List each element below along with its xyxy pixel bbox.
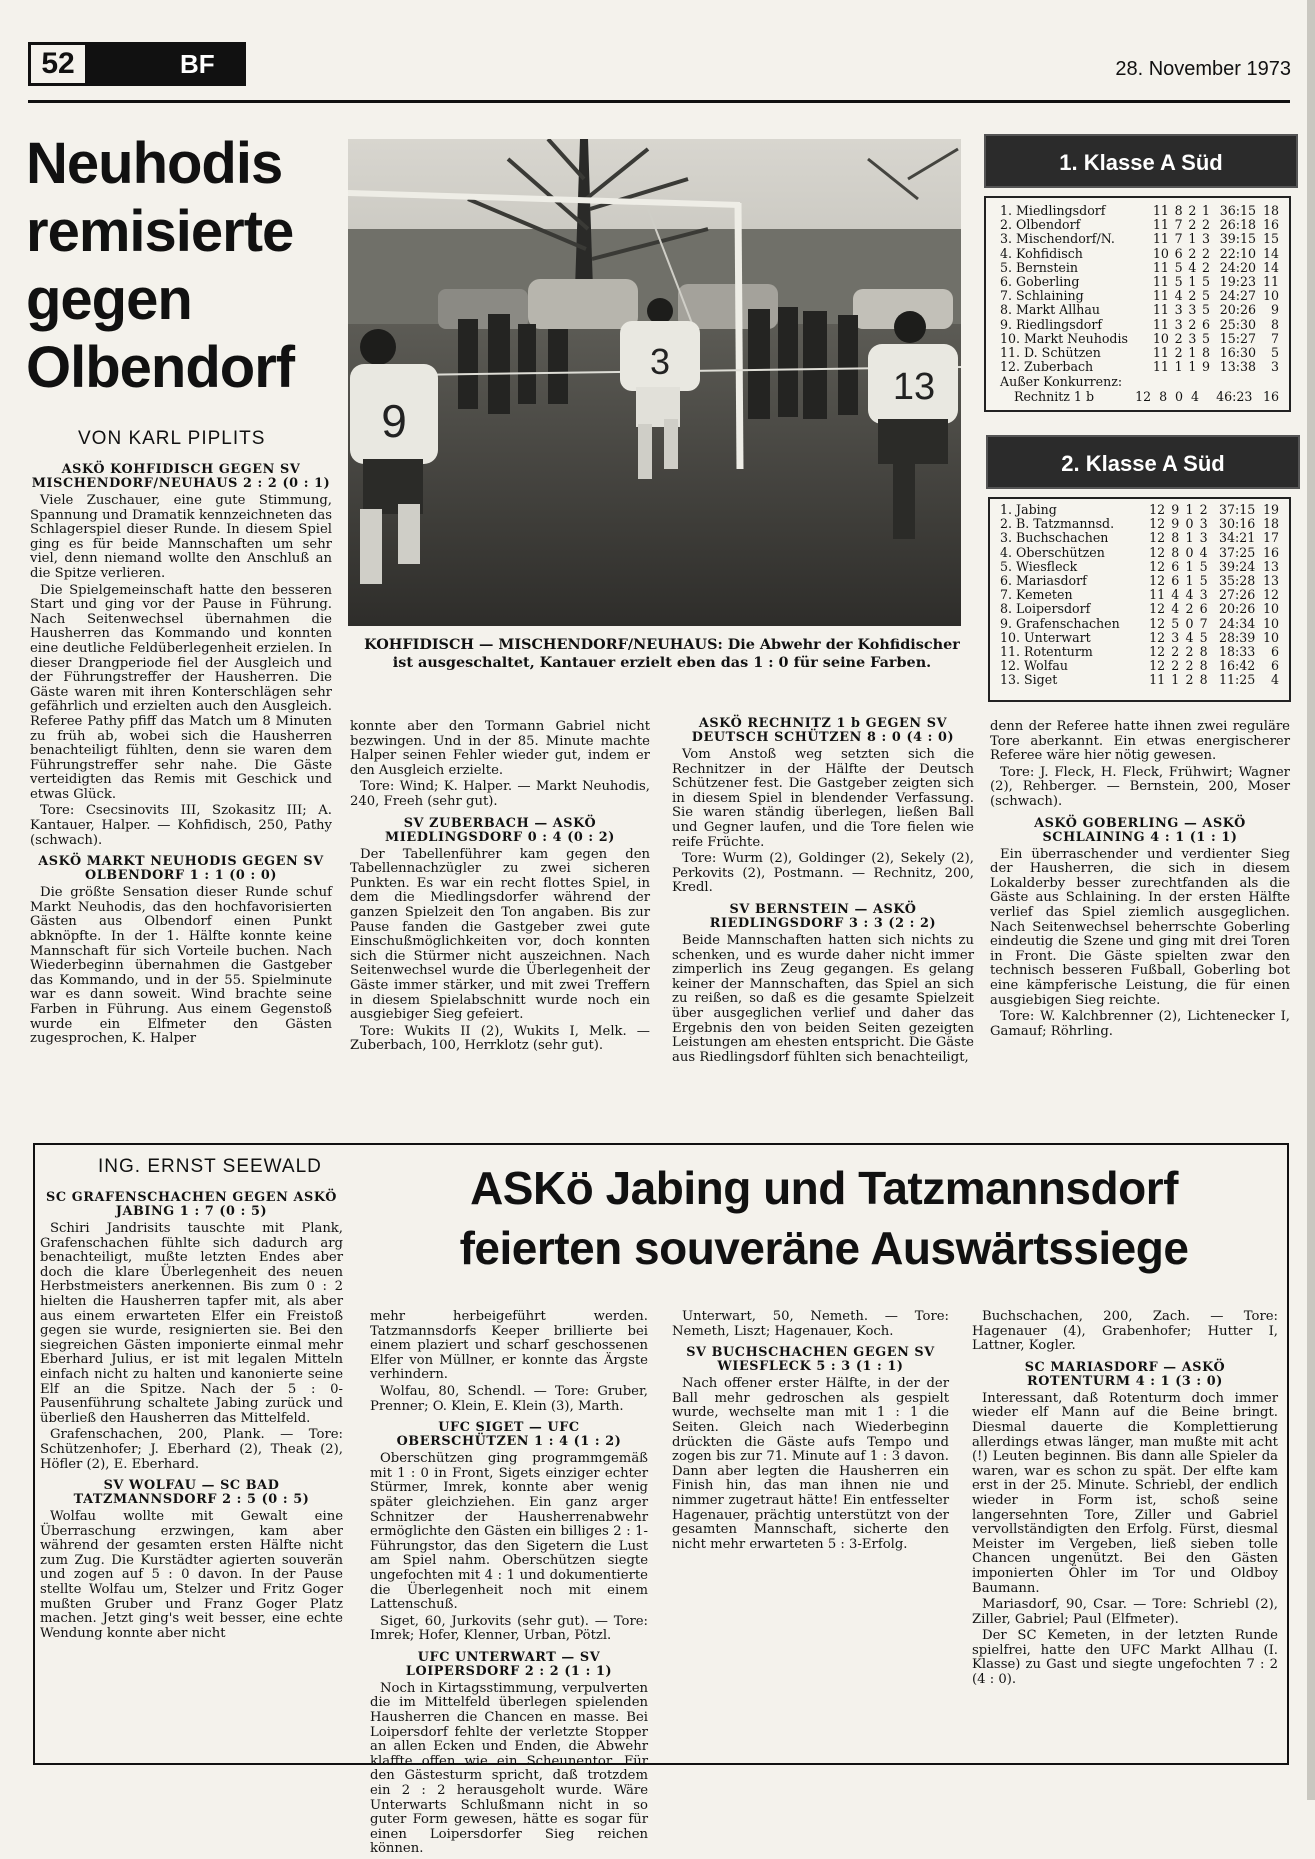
table-row: [1000, 560, 1279, 574]
team-name: 3. Buchschachen: [1000, 530, 1109, 546]
team-name: 4. Oberschützen: [1000, 544, 1105, 560]
stat-cell: 39:24: [1218, 558, 1256, 574]
scorers: Tore: Wind; K. Halper. — Markt Neuhodis, 240, Freeh (sehr gut).: [350, 779, 650, 809]
stat-cell: 22:10: [1219, 245, 1257, 261]
stat-cell: 5: [1270, 345, 1279, 361]
stat-cell: 3: [1188, 302, 1197, 318]
paragraph: Ein überraschender und verdienter Sieg der Hausherren, die sich in diesem Lokalderby besser zurechtfanden als die Gäste aus Schlaining. In der ersten Hälfte verlief das Spiel ziemlich ausgeglichen. Nach Seitenwechsel beherrschte Goberling eindeutig die Szene und ging mit drei Toren in Front. Die Gäste spielten zwar den technisch besseren Fußball, Goberling bot eine kämpferische Leistung, die für einen ausgiebigen Sieg reichte.: [990, 846, 1290, 1008]
stat-cell: 11:25: [1218, 672, 1256, 688]
team-name: 11. D. Schützen: [1000, 345, 1101, 361]
stat-cell: 14: [1262, 259, 1279, 275]
svg-text:9: 9: [381, 395, 407, 447]
stat-cell: 11: [1262, 274, 1279, 290]
stat-cell: 12: [1149, 658, 1166, 674]
page-edge: [1307, 0, 1315, 1800]
stat-cell: 15: [1262, 231, 1279, 247]
stat-cell: 5: [1202, 288, 1211, 304]
team-name: 10. Markt Neuhodis: [1000, 330, 1128, 346]
team-name: 1. Jabing: [1000, 502, 1057, 517]
stat-cell: 2: [1171, 644, 1180, 660]
stat-cell: 11: [1152, 345, 1169, 361]
stat-cell: 2: [1185, 644, 1194, 660]
stat-cell: 8: [1171, 544, 1180, 560]
table-row: [1000, 673, 1279, 687]
stat-cell: 8: [1202, 345, 1211, 361]
stat-cell: 34:21: [1218, 530, 1256, 546]
stat-cell: 3: [1199, 587, 1208, 603]
stat-cell: 7: [1270, 330, 1279, 346]
stat-cell: 4: [1190, 388, 1199, 404]
stat-cell: 2: [1188, 288, 1197, 304]
stat-cell: 4: [1171, 587, 1180, 603]
stat-cell: 30:16: [1218, 516, 1256, 532]
scorers: Siget, 60, Jurkovits (sehr gut). — Tore: Imrek; Hofer, Klenner, Urban, Pötzl.: [370, 1613, 648, 1644]
stat-cell: 24:27: [1219, 288, 1257, 304]
table-row: [1000, 574, 1279, 588]
team-name: 2. Olbendorf: [1000, 217, 1081, 233]
stat-cell: 1: [1185, 530, 1194, 546]
stat-cell: 5: [1202, 302, 1211, 318]
stat-cell: 20:26: [1218, 601, 1256, 617]
stat-cell: 3: [1174, 302, 1183, 318]
stat-cell: 3: [1199, 516, 1208, 532]
stat-cell: 15:27: [1219, 330, 1257, 346]
stat-cell: 1: [1171, 672, 1180, 688]
paragraph: denn der Referee hatte ihnen zwei reguläre Tore aberkannt. Ein etwas energischerer Referee wäre hier nötig gewesen.: [990, 719, 1290, 764]
stat-cell: 20:26: [1219, 302, 1257, 318]
stat-cell: 5: [1202, 330, 1211, 346]
svg-text:13: 13: [892, 366, 936, 408]
team-name: 13. Siget: [1000, 672, 1058, 688]
stat-cell: 12: [1149, 502, 1166, 517]
match-heading: UFC SIGET — UFC OBERSCHÜTZEN 1 : 4 (1 : 2): [396, 1420, 622, 1450]
team-name: 8. Markt Allhau: [1000, 302, 1101, 318]
stat-cell: 11: [1152, 203, 1169, 218]
stat-cell: 5: [1199, 573, 1208, 589]
table-row: [1000, 346, 1279, 360]
stat-cell: 8: [1199, 644, 1208, 660]
article-column: [30, 456, 332, 1049]
team-name: 9. Grafenschachen: [1000, 615, 1120, 631]
stat-cell: 11: [1152, 359, 1169, 375]
team-name: 7. Kemeten: [1000, 587, 1073, 603]
issue-date: 28. November 1973: [1115, 58, 1291, 80]
scorers: Grafenschachen, 200, Plank. — Tore: Schützenhofer; J. Eberhard (2), Theak (2), Höfler (2), E. Eberhard.: [40, 1427, 343, 1472]
stat-cell: 24:34: [1218, 615, 1256, 631]
stat-cell: 8: [1171, 530, 1180, 546]
stat-cell: 4: [1270, 672, 1279, 688]
paragraph: Beide Mannschaften hatten sich nichts zu schenken, und es wurde daher nicht immer zimperlich ins Zeug gegangen. Es gelang keiner der Mannschaften, das Spiel an sich zu reißen, so daß es die gesamte Spielzeit über ausgeglichen verlief und daher das Ergebnis den von beiden Seiten gezeigten Leistungen am ehesten entspricht. Die Gäste aus Riedlingsdorf fühlten sich benachteiligt,: [672, 932, 974, 1065]
table-row: [1000, 247, 1279, 261]
stat-cell: 27:26: [1218, 587, 1256, 603]
stat-cell: 3: [1199, 530, 1208, 546]
table-row: [1000, 261, 1279, 275]
paragraph: Der SC Kemeten, in der letzten Runde spielfrei, hatte den UFC Markt Allhau (I. Klasse) zu Gast und siegte ungefochten 7 : 2 (4 : 0).: [972, 1628, 1278, 1688]
stat-cell: 3: [1202, 231, 1211, 247]
scorers: Tore: Csecsinovits III, Szokasitz III; A. Kantauer, Halper. — Kohfidisch, 250, Pathy (schwach).: [30, 803, 332, 848]
scorers: Tore: Wukits II (2), Wukits I, Melk. — Zuberbach, 100, Herrklotz (sehr gut).: [350, 1023, 650, 1054]
stat-cell: 3: [1174, 316, 1183, 332]
match-heading: ASKÖ KOHFIDISCH GEGEN SV MISCHENDORF/NEUHAUS 2 : 2 (0 : 1): [31, 462, 331, 491]
team-name: 7. Schlaining: [1000, 288, 1084, 304]
svg-text:3: 3: [649, 341, 671, 382]
scorers: Tore: Wurm (2), Goldinger (2), Sekely (2), Perkovits (2), Postmann. — Rechnitz, 200, Kredl.: [672, 851, 974, 896]
stat-cell: 2: [1202, 259, 1211, 275]
article-column: [40, 1184, 343, 1643]
stat-cell: 4: [1185, 629, 1194, 645]
stat-cell: 0: [1185, 615, 1194, 631]
stat-cell: 12: [1149, 530, 1166, 546]
stat-cell: 1: [1202, 203, 1211, 218]
paragraph: Viele Zuschauer, eine gute Stimmung, Spannung und Dramatik kennzeichneten das Schlagerspiel dieser Runde. In diesem Spiel ging es für beide Mannschaften um sehr viel, denn niemand wollte den Anschluß an die Spitze verlieren.: [30, 493, 332, 581]
stat-cell: 12: [1149, 615, 1166, 631]
stat-cell: 3: [1188, 330, 1197, 346]
team-name: 1. Miedlingsdorf: [1000, 203, 1106, 218]
stat-cell: 1: [1174, 359, 1183, 375]
stat-cell: 6: [1199, 601, 1208, 617]
stat-cell: 6: [1171, 573, 1180, 589]
team-name: 5. Bernstein: [1000, 259, 1078, 275]
stat-cell: 8: [1199, 672, 1208, 688]
team-name: 4. Kohfidisch: [1000, 245, 1083, 261]
stat-cell: 6: [1270, 644, 1279, 660]
stat-cell: 2: [1188, 316, 1197, 332]
scorers: Tore: W. Kalchbrenner (2), Lichtenecker I, Gamauf; Röhrling.: [990, 1009, 1290, 1039]
match-heading: SC GRAFENSCHACHEN GEGEN ASKÖ JABING 1 : 7 (0 : 5): [46, 1190, 337, 1219]
stat-cell: 18:33: [1218, 644, 1256, 660]
article-headline: ASKö Jabing und Tatzmannsdorf feierten souveräne Auswärtssiege: [459, 1162, 1189, 1274]
stat-cell: 19:23: [1219, 274, 1257, 290]
stat-cell: 5: [1202, 274, 1211, 290]
stat-cell: 10: [1152, 330, 1169, 346]
paragraph: Der Tabellenführer kam gegen den Tabellennachzügler zu zwei sicheren Punkten. Es war ein recht flottes Spiel, in dem die Miedlingsdorfer während der ganzen Spielzeit den Ton angaben. Bis zur Pause fanden die Gastgeber zwei gute Einschußmöglichkeiten vor, doch konnten sich die Stürmer nicht auszeichnen. Nach Seitenwechsel wurde die Überlegenheit der Gäste immer stärker, und mit zwei Treffern in diesem Spielabschnitt wurde noch ein ausgiebiger Sieg gefeiert.: [350, 846, 650, 1023]
stat-cell: 11: [1152, 302, 1169, 318]
table-row: [1000, 645, 1279, 659]
stat-cell: 12: [1135, 388, 1152, 404]
table-row: [1000, 360, 1279, 374]
article-column: [672, 717, 974, 1067]
stat-cell: 8: [1174, 203, 1183, 218]
article-column: [350, 720, 650, 1056]
stat-cell: 12: [1149, 573, 1166, 589]
article-column: [370, 1310, 648, 1859]
article-column: [672, 1310, 949, 1554]
team-name: 5. Wiesfleck: [1000, 558, 1078, 574]
stat-cell: 9: [1171, 502, 1180, 517]
match-heading: ASKÖ RECHNITZ 1 b GEGEN SV DEUTSCH SCHÜTZEN 8 : 0 (4 : 0): [691, 716, 955, 745]
stat-cell: 11: [1152, 274, 1169, 290]
stat-cell: 2: [1199, 502, 1208, 517]
stat-cell: 1: [1185, 558, 1194, 574]
team-name: 2. B. Tatzmannsd.: [1000, 516, 1115, 532]
table-row: [1000, 303, 1279, 317]
paragraph: Interessant, daß Rotenturm doch immer wieder elf Mann auf die Beine bringt. Diesmal dauerte die Komplettierung allerdings etwas länger, man mußte mit acht (!) Leuten beginnen. Bis dann alle Spieler da waren, war es schon zu spät. Der elfte kam erst in der 25. Minute. Schriebl, der endlich wieder in Form ist, schoß seine langersehnten Tore, Ziller und Gabriel vervollständigten den Erfolg. Fürst, diesmal Meister im Vergeben, ließ sieben tolle Chancen ungenützt. Bei den Gästen imponierten Öhler im Tor und Oldboy Baumann.: [972, 1390, 1278, 1596]
stat-cell: 6: [1174, 245, 1183, 261]
stat-cell: 1: [1188, 231, 1197, 247]
paragraph: mehr herbeigeführt werden. Tatzmannsdorfs Keeper brillierte bei einem plaziert und scharf geschossenen Elfer von Müllner, er konnte das Ärgste verhindern.: [370, 1309, 648, 1383]
stat-cell: 1: [1188, 345, 1197, 361]
stat-cell: 18: [1262, 203, 1279, 218]
team-name: 12. Zuberbach: [1000, 359, 1094, 375]
paragraph: Wolfau wollte mit Gewalt eine Überraschung erzwingen, kam aber während der gesamten ersten Hälfte nicht zum Zug. Die Kurstädter agierten souverän und zogen auf 5 : 0 davon. In der Pause stellte Wolfau um, Stelzer und Fritz Goger mußten Gruber und Franz Goger Platz machen. Jetzt ging's weit besser, eine echte Wendung konnte aber nicht: [40, 1509, 343, 1641]
table-title: 2. Klasse A Süd: [986, 435, 1300, 489]
stat-cell: 37:15: [1218, 502, 1256, 517]
stat-cell: 5: [1171, 615, 1180, 631]
stat-cell: 12: [1149, 558, 1166, 574]
stat-cell: 2: [1188, 217, 1197, 233]
team-name: 6. Mariasdorf: [1000, 573, 1087, 589]
paragraph: Oberschützen ging programmgemäß mit 1 : 0 in Front, Sigets einziger echter Stürmer, Imrek, konnte aber wenig später gleichziehen. Ein ganz arger Schnitzer der Hausherrenabwehr ermöglichte den Gästen ein billiges 2 : 1-Führungstor, das den Sigetern die Lust am Spiel nahm. Oberschützen siegte ungefochten mit 4 : 1 und dokumentierte die Überlegenheit noch mit einem Lattenschuß.: [370, 1451, 648, 1613]
stat-cell: 14: [1262, 245, 1279, 261]
stat-cell: 10: [1262, 288, 1279, 304]
stat-cell: 3: [1171, 629, 1180, 645]
stat-cell: 5: [1174, 274, 1183, 290]
stat-cell: 13: [1262, 573, 1279, 589]
stat-cell: 25:30: [1219, 316, 1257, 332]
stat-cell: 10: [1152, 245, 1169, 261]
table-row: [1000, 617, 1279, 631]
stat-cell: 12: [1149, 544, 1166, 560]
table-row: [1000, 332, 1279, 346]
stat-cell: 2: [1174, 330, 1183, 346]
match-heading: UFC UNTERWART — SV LOIPERSDORF 2 : 2 (1 : 1): [405, 1649, 613, 1679]
stat-cell: 11: [1152, 316, 1169, 332]
stat-cell: 10: [1262, 629, 1279, 645]
match-heading: SC MARIASDORF — ASKÖ ROTENTURM 4 : 1 (3 : 0): [1024, 1359, 1226, 1389]
match-heading: SV WOLFAU — SC BAD TATZMANNSDORF 2 : 5 (0 : 5): [73, 1478, 310, 1508]
stat-cell: 11: [1149, 587, 1166, 603]
paragraph: Vom Anstoß weg setzten sich die Rechnitzer in der Hälfte der Deutsch Schützener fest. Die Gastgeber zeigten sich in diesem Spiel in blendender Verfassung. Sie waren ständig überlegen, ließen Ball und Gegner laufen, und die Tore fielen wie reife Früchte.: [672, 747, 974, 850]
article-column: [972, 1310, 1278, 1690]
scorers: Tore: J. Fleck, H. Fleck, Frühwirt; Wagner (2), Rehberger. — Bernstein, 200, Moser (schwach).: [990, 764, 1290, 809]
byline: VON KARL PIPLITS: [78, 428, 266, 449]
table-row: [1000, 588, 1279, 602]
stat-cell: 11: [1152, 259, 1169, 275]
standings-table: [988, 497, 1291, 702]
table-row: [1000, 517, 1279, 531]
match-heading: SV ZUBERBACH — ASKÖ MIEDLINGSDORF 0 : 4 (0 : 2): [385, 815, 615, 845]
stat-cell: 12: [1262, 587, 1279, 603]
header-rule: [28, 100, 1290, 103]
team-name: 6. Goberling: [1000, 274, 1080, 290]
table-row: [1000, 204, 1279, 218]
match-photo-graphic: [348, 139, 961, 626]
photo-caption: KOHFIDISCH — MISCHENDORF/NEUHAUS: Die Abwehr der Kohfidischer ist ausgeschaltet, Kantauer erzielt eben das 1 : 0 für seine Farben.: [364, 636, 960, 671]
section-tag: BF: [180, 49, 215, 79]
paragraph: Die Spielgemeinschaft hatte den besseren Start und ging vor der Pause in Führung. Nach Seitenwechsel übernahmen die Hausherren das Kommando und konnten eine deutliche Feldüberlegenheit erzielen. In dieser Drangperiode fiel der Ausgleich und der Führungstreffer der Hausherren. Die Gäste waren mit ihren Konterschlägen sehr gefährlich und erzielten auch den Ausgleich. Referee Pathy pfiff das Match um 8 Minuten zu früh ab, wobei sich die Hausherren benachteiligt fühlten, denn sie waren dem Führungstreffer sehr nahe. Die Gäste verteidigten das Remis mit Geschick und etwas Glück.: [30, 582, 332, 802]
stat-cell: 7: [1199, 615, 1208, 631]
team-name: 11. Rotenturm: [1000, 644, 1093, 660]
stat-cell: 13:38: [1219, 359, 1257, 375]
stat-cell: 1: [1185, 502, 1194, 517]
stat-cell: 9: [1270, 302, 1279, 318]
stat-cell: 6: [1270, 658, 1279, 674]
paragraph: Schiri Jandrisits tauschte mit Plank, Grafenschachen fühlte sich dadurch arg benachteiligt, mußte letzten Endes aber doch die klare Überlegenheit des neuen Herbstmeisters anerkennen. Bis zum 0 : 2 hielten die Hausherren tapfer mit, als aber aus einem erwarteten Elfer ein Freistoß gegen sie wurde, resignierten sie. Bei den siegreichen Gästen imponierte einmal mehr Eberhard Julius, er ist mit legalen Mitteln einfach nicht zu halten und kanonierte seine Elf an die Spitze. Nach der 5 : 0-Pausenführung schaltete Jabing zurück und überließ den Hausherren das Mittelfeld.: [40, 1221, 343, 1426]
team-name: 12. Wolfau: [1000, 658, 1069, 674]
stat-cell: 16: [1262, 388, 1279, 404]
stat-cell: 1: [1188, 359, 1197, 375]
table-row: [1000, 503, 1279, 517]
match-heading: ASKÖ GOBERLING — ASKÖ SCHLAINING 4 : 1 (1 : 1): [1034, 815, 1246, 845]
stat-cell: 16: [1262, 544, 1279, 560]
stat-cell: 12: [1149, 601, 1166, 617]
stat-cell: 4: [1185, 587, 1194, 603]
table-row: [1000, 318, 1279, 332]
table-title: 1. Klasse A Süd: [984, 134, 1298, 188]
stat-cell: 2: [1185, 658, 1194, 674]
paragraph: Die größte Sensation dieser Runde schuf Markt Neuhodis, das den hochfavorisierten Gästen aus Olbendorf einen Punkt abknöpfte. In der 1. Hälfte konnte keine Mannschaft für sich Vorteile buchen. Nach Wiederbeginn übernahmen die Gastgeber das Kommando, und in der 55. Spielminute war es dann soweit. Wind brachte seine Farben in Führung. Aus einem Gegenstoß wurde ein Elfmeter den Gästen zugesprochen, K. Halper: [30, 885, 332, 1047]
stat-cell: 35:28: [1218, 573, 1256, 589]
stat-cell: 36:15: [1219, 203, 1257, 218]
page-number: 52: [31, 45, 85, 83]
stat-cell: 24:20: [1219, 259, 1257, 275]
match-heading: SV BUCHSCHACHEN GEGEN SV WIESFLECK 5 : 3 (1 : 1): [686, 1345, 935, 1375]
stat-cell: 2: [1185, 672, 1194, 688]
stat-cell: 26:18: [1219, 217, 1257, 233]
stat-cell: 4: [1188, 259, 1197, 275]
stat-cell: 19: [1262, 502, 1279, 517]
stat-cell: 2: [1171, 658, 1180, 674]
stat-cell: 5: [1199, 629, 1208, 645]
stat-cell: 4: [1171, 601, 1180, 617]
stat-cell: 7: [1174, 231, 1183, 247]
table-row: [1000, 631, 1279, 645]
table-row: [1000, 218, 1279, 232]
stat-cell: 46:23: [1216, 388, 1253, 404]
stat-cell: 1: [1188, 274, 1197, 290]
stat-cell: 28:39: [1218, 629, 1256, 645]
match-photo: [348, 139, 961, 626]
stat-cell: 39:15: [1219, 231, 1257, 247]
table-row: [1000, 232, 1279, 246]
stat-cell: 10: [1262, 601, 1279, 617]
stat-cell: 2: [1174, 345, 1183, 361]
stat-cell: 2: [1185, 601, 1194, 617]
stat-cell: 11: [1152, 217, 1169, 233]
table-row: [1000, 289, 1279, 303]
stat-cell: 2: [1188, 245, 1197, 261]
stat-cell: 8: [1199, 658, 1208, 674]
stat-cell: 6: [1202, 316, 1211, 332]
paragraph: Noch in Kirtagsstimmung, verpulverten die im Mittelfeld überlegen spielenden Hausherren die Chancen en masse. Bei Loipersdorf fehlte der verletzte Stopper an allen Ecken und Enden, die Abwehr klaffte offen wie ein Scheunentor. Für den Gästesturm spricht, daß trotzdem ein 2 : 2 herausgeholt wurde. Wäre Unterwarts Schlußmann nicht in so guter Form gewesen, hätte es sogar für einen Loipersdorfer Sieg reichen können.: [370, 1680, 648, 1857]
stat-cell: 3: [1270, 359, 1279, 375]
stat-cell: 9: [1202, 359, 1211, 375]
stat-cell: 11: [1152, 231, 1169, 247]
stat-cell: 12: [1149, 644, 1166, 660]
team-name: 3. Mischendorf/N.: [1000, 231, 1115, 247]
table-row: [1000, 546, 1279, 560]
stat-cell: 16:30: [1219, 345, 1257, 361]
stat-cell: 10: [1262, 615, 1279, 631]
team-name: 10. Unterwart: [1000, 629, 1091, 645]
stat-cell: 13: [1262, 558, 1279, 574]
scorers: Buchschachen, 200, Zach. — Tore: Hagenauer (4), Grabenhofer; Hutter I, Lattner, Kogler.: [972, 1309, 1278, 1354]
scorers: Mariasdorf, 90, Csar. — Tore: Schriebl (2), Ziller, Gabriel; Paul (Elfmeter).: [972, 1597, 1278, 1627]
stat-cell: 4: [1174, 288, 1183, 304]
table-row: [1000, 531, 1279, 545]
stat-cell: 11: [1152, 288, 1169, 304]
table-row: [1000, 275, 1279, 289]
stat-cell: 12: [1149, 516, 1166, 532]
stat-cell: 11: [1149, 672, 1166, 688]
match-heading: ASKÖ MARKT NEUHODIS GEGEN SV OLBENDORF 1 : 1 (0 : 0): [38, 854, 324, 884]
table-row: [1000, 390, 1279, 404]
stat-cell: 5: [1174, 259, 1183, 275]
stat-cell: 8: [1159, 388, 1168, 404]
table-row: [1000, 602, 1279, 616]
stat-cell: 0: [1185, 516, 1194, 532]
stat-cell: 16:42: [1218, 658, 1256, 674]
stat-cell: 0: [1175, 388, 1184, 404]
stat-cell: 9: [1171, 516, 1180, 532]
paragraph: konnte aber den Tormann Gabriel nicht bezwingen. Und in der 85. Minute machte Halper seinen Fehler wieder gut, indem er den Ausgleich erzielte.: [350, 719, 650, 778]
match-heading: SV BERNSTEIN — ASKÖ RIEDLINGSDORF 3 : 3 (2 : 2): [709, 901, 937, 931]
stat-cell: 12: [1149, 629, 1166, 645]
paragraph: Nach offener erster Hälfte, in der der Ball mehr gedroschen als gespielt wurde, wechselte man mit 1 : 1 die Seiten. Gleich nach Wiederbeginn drückten die Gäste aufs Tempo und zogen bis zur 71. Minute auf 1 : 3 davon. Dann aber legten die Hausherren ein Finish hin, das man ihnen nie und nimmer zugetraut hätte! Ein entfesselter Hagenauer, prächtig unterstützt von der gesamten Mannschaft, sicherte den nicht mehr erwarteten 5 : 3-Erfolg.: [672, 1376, 949, 1552]
extra-label: Außer Konkurrenz:: [1000, 374, 1123, 390]
stat-cell: 8: [1270, 316, 1279, 332]
team-name: 9. Riedlingsdorf: [1000, 316, 1103, 332]
stat-cell: 37:25: [1218, 544, 1256, 560]
stat-cell: 5: [1199, 558, 1208, 574]
standings-table: [984, 196, 1291, 412]
stat-cell: 16: [1262, 217, 1279, 233]
stat-cell: 2: [1188, 203, 1197, 218]
stat-cell: 6: [1171, 558, 1180, 574]
scorers: Unterwart, 50, Nemeth. — Tore: Nemeth, Liszt; Hagenauer, Koch.: [672, 1309, 949, 1339]
stat-cell: 7: [1174, 217, 1183, 233]
team-name: 8. Loipersdorf: [1000, 601, 1091, 617]
table-row: [1000, 659, 1279, 673]
stat-cell: 4: [1199, 544, 1208, 560]
stat-cell: 18: [1262, 516, 1279, 532]
stat-cell: 17: [1262, 530, 1279, 546]
article-column: [990, 720, 1290, 1041]
team-name: Rechnitz 1 b: [1014, 388, 1095, 404]
stat-cell: 0: [1185, 544, 1194, 560]
article-headline: Neuhodis remisierte gegen Olbendorf: [26, 131, 295, 400]
scorers: Wolfau, 80, Schendl. — Tore: Gruber, Prenner; O. Klein, E. Klein (3), Marth.: [370, 1383, 648, 1414]
stat-cell: 1: [1185, 573, 1194, 589]
byline: ING. ERNST SEEWALD: [98, 1156, 322, 1177]
stat-cell: 2: [1202, 245, 1211, 261]
stat-cell: 2: [1202, 217, 1211, 233]
